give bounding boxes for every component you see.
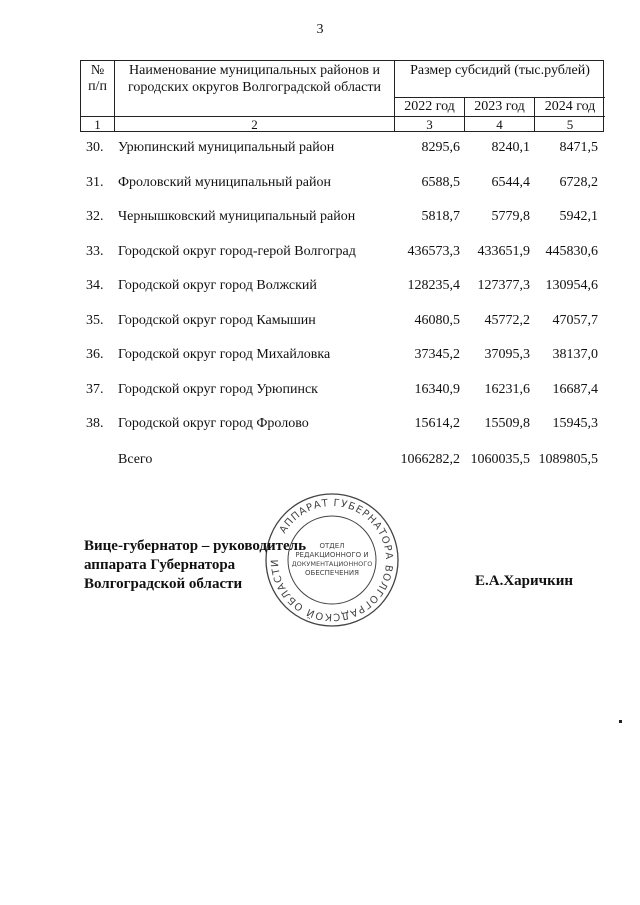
row-value-2022: 15614,2 — [414, 416, 460, 431]
header-index-5: 5 — [535, 116, 605, 131]
header-number-line: № — [90, 63, 105, 78]
header-number — [81, 61, 115, 116]
table-row — [80, 276, 604, 311]
signature-block — [84, 537, 306, 594]
page-number: 3 — [316, 22, 324, 37]
table-row — [80, 207, 604, 242]
row-value-2022: 436573,3 — [407, 243, 460, 259]
row-name: Городской округ город Михайловка — [118, 347, 331, 362]
row-value-2023: 8240,1 — [491, 140, 530, 155]
stamp-inner-line-3: ДОКУМЕНТАЦИОННОГО — [291, 560, 373, 568]
row-name: Урюпинский муниципальный район — [118, 140, 335, 155]
table-row — [80, 242, 604, 277]
signer-name: Е.А.Харичкин — [475, 573, 574, 589]
total-value-2022: 1066282,2 — [400, 452, 460, 467]
row-value-2022: 8295,6 — [421, 140, 460, 155]
page-mark — [619, 720, 622, 723]
row-name: Городской округ город Волжский — [118, 278, 317, 293]
table-body — [80, 138, 604, 449]
header-year-2022: 2022 год — [395, 98, 465, 116]
total-label: Всего — [118, 452, 153, 467]
row-value-2023: 127377,3 — [477, 278, 530, 293]
table-row — [80, 311, 604, 346]
signature-title-line-3: Волгоградской области — [84, 576, 243, 592]
stamp-inner-line-2: РЕДАКЦИОННОГО И — [295, 551, 369, 559]
signature-title-line-2: аппарата Губернатора — [84, 557, 236, 573]
row-value-2023: 37095,3 — [484, 347, 530, 362]
row-number: 38. — [86, 416, 104, 431]
total-row — [80, 450, 604, 472]
row-value-2024: 8471,5 — [559, 140, 598, 155]
row-value-2022: 5818,7 — [421, 209, 460, 224]
row-number: 35. — [86, 312, 104, 328]
total-value-2023: 1060035,5 — [470, 452, 530, 467]
row-number: 33. — [86, 243, 104, 259]
row-value-2023: 15509,8 — [484, 416, 530, 431]
row-value-2024: 5942,1 — [559, 209, 598, 224]
row-value-2023: 6544,4 — [491, 174, 530, 190]
total-value-2024: 1089805,5 — [538, 452, 598, 467]
row-value-2022: 6588,5 — [421, 174, 460, 190]
row-value-2022: 128235,4 — [407, 278, 460, 293]
row-number: 30. — [86, 140, 104, 155]
row-name: Городской округ город-герой Волгоград — [118, 243, 356, 259]
table-header — [80, 60, 604, 132]
row-name: Городской округ город Урюпинск — [118, 381, 318, 397]
stamp-outer-text: АППАРАТ ГУБЕРНАТОРА ВОЛГОГРАДСКОЙ ОБЛАСТИ — [269, 497, 395, 623]
table-row — [80, 345, 604, 380]
stamp-inner-line-1: ОТДЕЛ — [319, 542, 345, 550]
row-value-2024: 6728,2 — [559, 174, 598, 190]
row-name: Городской округ город Фролово — [118, 416, 309, 431]
row-value-2024: 16687,4 — [552, 381, 598, 397]
subsidy-table-header — [80, 60, 604, 132]
row-value-2023: 45772,2 — [484, 312, 530, 328]
row-number: 36. — [86, 347, 104, 362]
header-index-4: 4 — [465, 116, 535, 131]
table-row — [80, 138, 604, 173]
row-value-2023: 16231,6 — [484, 381, 530, 397]
signature-title-line-1: Вице-губернатор – руководитель — [84, 538, 307, 554]
row-number: 32. — [86, 209, 104, 224]
row-name: Фроловский муниципальный район — [118, 174, 332, 190]
header-year-2023: 2023 год — [465, 98, 535, 116]
header-subsidy-size: Размер субсидий (тыс.рублей) — [395, 61, 605, 98]
header-number-line: п/п — [88, 79, 107, 94]
header-index-2: 2 — [115, 116, 395, 131]
row-value-2024: 38137,0 — [552, 347, 598, 362]
header-year-2024: 2024 год — [544, 99, 596, 114]
row-name: Чернышковский муниципальный район — [118, 209, 356, 224]
row-value-2024: 47057,7 — [552, 312, 598, 328]
row-number: 34. — [86, 278, 104, 293]
table-row — [80, 380, 604, 415]
row-value-2023: 433651,9 — [477, 243, 530, 259]
row-number: 37. — [86, 381, 104, 397]
header-name: Наименование муниципальных районов и городских округов Волгоградской области — [115, 61, 395, 116]
header-index-1: 1 — [81, 116, 115, 131]
row-value-2024: 15945,3 — [552, 416, 598, 431]
table-row — [80, 173, 604, 208]
row-value-2023: 5779,8 — [491, 209, 530, 224]
row-number: 31. — [86, 174, 104, 190]
row-value-2024: 445830,6 — [545, 243, 598, 259]
stamp-inner-line-4: ОБЕСПЕЧЕНИЯ — [305, 569, 359, 577]
row-value-2022: 46080,5 — [414, 312, 460, 328]
row-value-2022: 37345,2 — [414, 347, 460, 362]
table-row — [80, 414, 604, 449]
row-value-2024: 130954,6 — [545, 278, 598, 293]
header-index-3: 3 — [395, 116, 465, 131]
row-value-2022: 16340,9 — [414, 381, 460, 397]
row-name: Городской округ город Камышин — [118, 312, 316, 328]
